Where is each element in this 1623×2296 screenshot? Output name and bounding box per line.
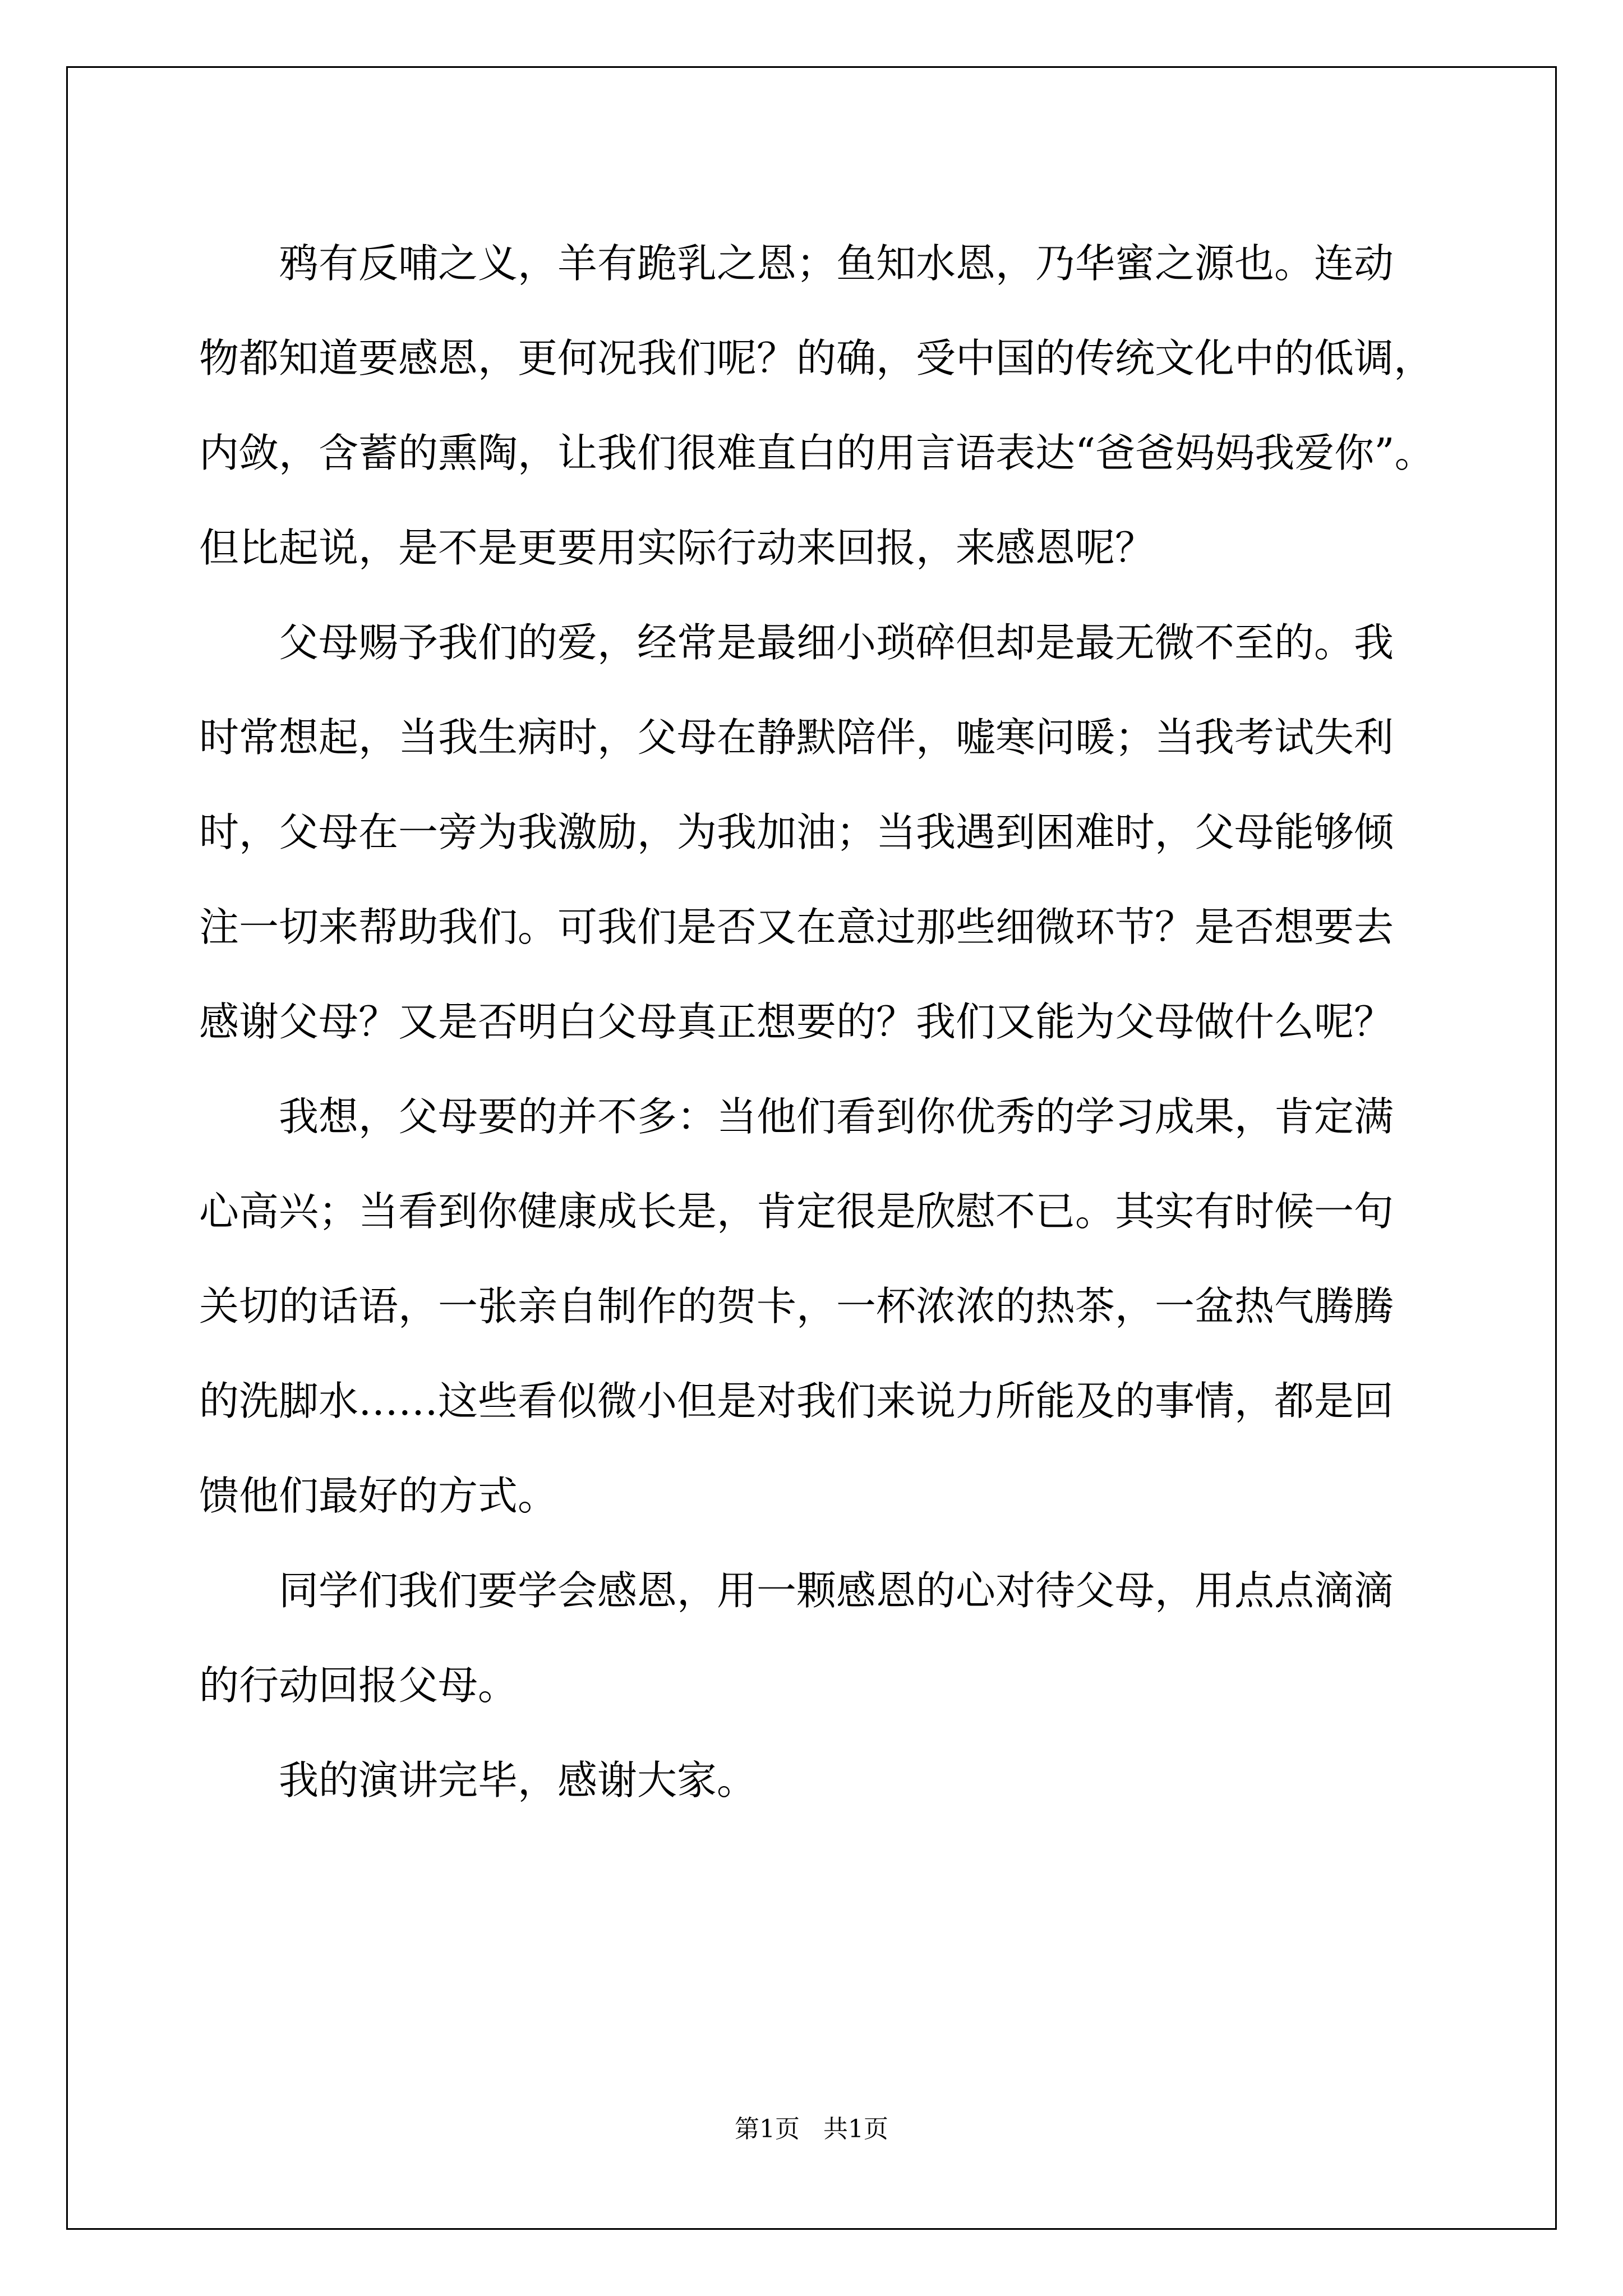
footer-spacer [800,2115,823,2143]
page-total: 共1页 [823,2115,888,2143]
text-line: 关切的话语，一张亲自制作的贺卡，一杯浓浓的热茶，一盆热气腾腾 [199,1283,1394,1329]
text-line: 的洗脚水……这些看似微小但是对我们来说力所能及的事情，都是回 [199,1378,1394,1424]
text-line: 我的演讲完毕，感谢大家。 [279,1757,757,1803]
text-line: 我想，父母要的并不多：当他们看到你优秀的学习成果，肯定满 [279,1093,1394,1140]
text-line: 感谢父母？又是否明白父母真正想要的？我们又能为父母做什么呢？ [199,999,1394,1045]
paragraph-1 [199,216,1433,595]
page-number: 第1页 [735,2115,800,2143]
paragraph-3 [199,1069,1433,1543]
text-line: 注一切来帮助我们。可我们是否又在意过那些细微环节？是否想要去 [199,904,1394,950]
text-line: 父母赐予我们的爱，经常是最细小琐碎但却是最无微不至的。我 [279,619,1394,666]
text-line: 时常想起，当我生病时，父母在静默陪伴，嘘寒问暖；当我考试失利 [199,714,1394,761]
text-line: 鸦有反哺之义，羊有跪乳之恩；鱼知水恩，乃华蜜之源也。连动 [279,240,1394,287]
text-line: 内敛，含蓄的熏陶，让我们很难直白的用言语表达“爸爸妈妈我爱你”。 [199,430,1435,476]
text-line: 同学们我们要学会感恩，用一颗感恩的心对待父母，用点点滴滴 [279,1567,1394,1614]
paragraph-5 [199,1733,1433,1828]
document-body [199,216,1433,1828]
paragraph-2 [199,595,1433,1069]
text-line: 心高兴；当看到你健康成长是，肯定很是欣慰不已。其实有时候一句 [199,1188,1394,1235]
text-line: 时，父母在一旁为我激励，为我加油；当我遇到困难时，父母能够倾 [199,809,1394,855]
page-footer [0,2113,1623,2146]
text-line: 物都知道要感恩，更何况我们呢？的确，受中国的传统文化中的低调， [199,335,1434,381]
text-line: 的行动回报父母。 [199,1662,518,1709]
text-line: 但比起说，是不是更要用实际行动来回报，来感恩呢？ [199,524,1155,571]
text-line: 馈他们最好的方式。 [199,1473,558,1519]
paragraph-4 [199,1543,1433,1733]
